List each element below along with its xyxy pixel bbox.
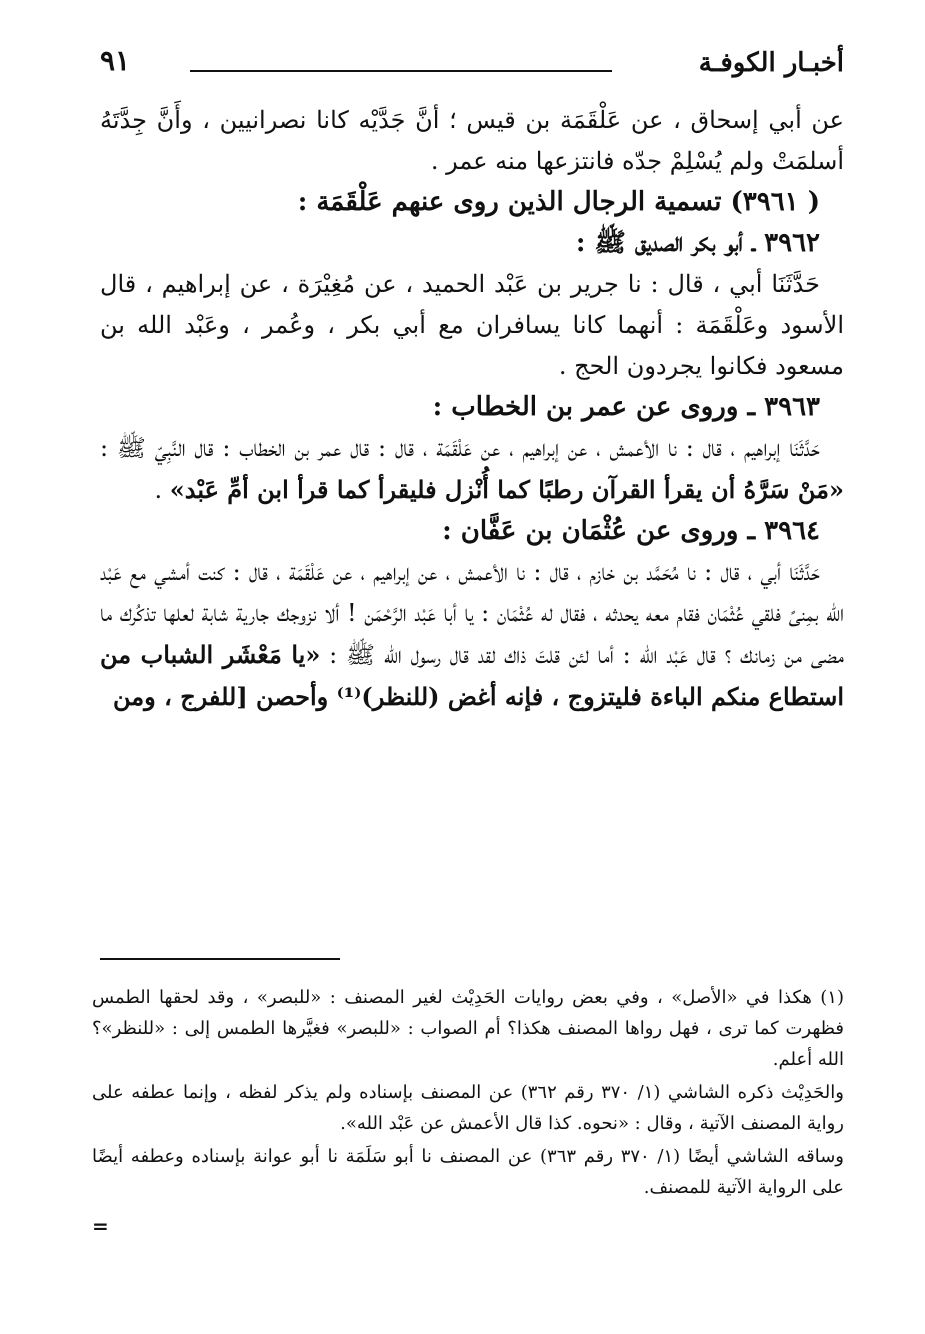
main-text: [100, 100, 844, 718]
footnote-1: (١) هكذا في «الأصل» ، وفي بعض روايات الحَدِيْث لغير المصنف : «للبصر» ، وقد لحقها الطمس فظهرت كما ترى ، فهل رواها المصنف هكذا؟ أم الصواب : «للبصر» فغيَّرها الطمس إلى : «للنظر»؟ الله أعلم.: [92, 987, 844, 1070]
section-heading-3963: ٣٩٦٣ ـ وروى عن عمر بن الخطاب :: [432, 392, 820, 422]
footnote-1-para-2: والحَدِيْث ذكره الشاشي (١/ ٣٧٠ رقم ٣٦٢) عن المصنف بإسناده ولم يذكر لفظه ، وإنما عطفه على رواية المصنف الآتية ، وقال : «نحوه. كذا قال الأعمش عن عَبْد الله».: [92, 1082, 844, 1134]
section-heading-3964: ٣٩٦٤ ـ وروى عن عُثْمَان بن عَفَّان :: [442, 516, 820, 546]
paragraph-3-text: حَدَّثَنَا إبراهيم ، قال : نا الأعمش ، عن إبراهيم ، عن عَلْقَمَة ، قال : قال عمر بن الخطاب : قال النَّبِيّ ﷺ :: [100, 434, 820, 462]
page-number: ٩١: [100, 44, 131, 77]
footnote-separator: [100, 958, 340, 960]
paragraph-3-end: .: [154, 476, 170, 504]
hadith-quote-2: «يا مَعْشَر الشباب من استطاع منكم الباءة فليتزوج ، فإنه أغض (للنظر)⁽¹⁾ وأحصن [للفرج ، ومن: [100, 640, 844, 711]
paragraph-2: حَدَّثَنَا أبي ، قال : نا جرير بن عَبْد الحميد ، عن مُغِيْرَة ، عن إبراهيم ، قال الأسود وعَلْقَمَة : أنهما كانا يسافران مع أبي بكر ، وعُمر ، وعَبْد الله بن مسعود فكانوا يجردون الحج .: [100, 270, 844, 380]
section-heading-3962: ٣٩٦٢ ـ أبو بكر الصديق ﷺ :: [575, 228, 820, 258]
running-title: أخبـار الكوفـة: [698, 48, 844, 78]
footnotes: [92, 982, 844, 1205]
page-header: [100, 44, 844, 88]
paragraph-4: [100, 552, 844, 718]
hadith-quote-1: «مَنْ سَرَّهُ أن يقرأ القرآن رطبًا كما أُنْزل فليقرأ كما قرأ ابن أمِّ عَبْد»: [169, 475, 844, 504]
footnote-1-para-3: وساقه الشاشي أيضًا (١/ ٣٧٠ رقم ٣٦٣) عن المصنف نا أبو سَلَمَة نا أبو عوانة بإسناده وعطفه أيضًا على الرواية الآتية للمصنف.: [92, 1146, 844, 1198]
continuation-mark: =: [92, 1214, 109, 1238]
section-heading-3961: ( ٣٩٦١) تسمية الرجال الذين روى عنهم عَلْقَمَة :: [297, 187, 820, 217]
paragraph-3: [100, 428, 844, 511]
paragraph-4-text: حَدَّثَنَا أبي ، قال : نا مُحَمَّد بن خازم ، قال : نا الأعمش ، عن إبراهيم ، عن عَلْقَمَة ، قال : كنت أمشي مع عَبْد الله بمِنىً فلقي عُثْمَان فقام معه يحدثه ، فقال له عُثْمَان : يا أبا عَبْد الرَّحْمَن ! ألا نزوجك جارية شابة لعلها تذكُرك ما مضى من زمانك ؟ قال عَبْد الله : أما لئن قلتَ ذاك لقد قال رسول الله ﷺ :: [100, 558, 845, 669]
paragraph-1: عن أبي إسحاق ، عن عَلْقَمَة بن قيس ؛ أنَّ جَدَّيْه كانا نصرانيين ، وأَنَّ جِدَّتَهُ أسلمَتْ ولم يُسْلِمْ جدّه فانتزعها منه عمر .: [100, 106, 844, 175]
header-rule: [190, 70, 612, 72]
